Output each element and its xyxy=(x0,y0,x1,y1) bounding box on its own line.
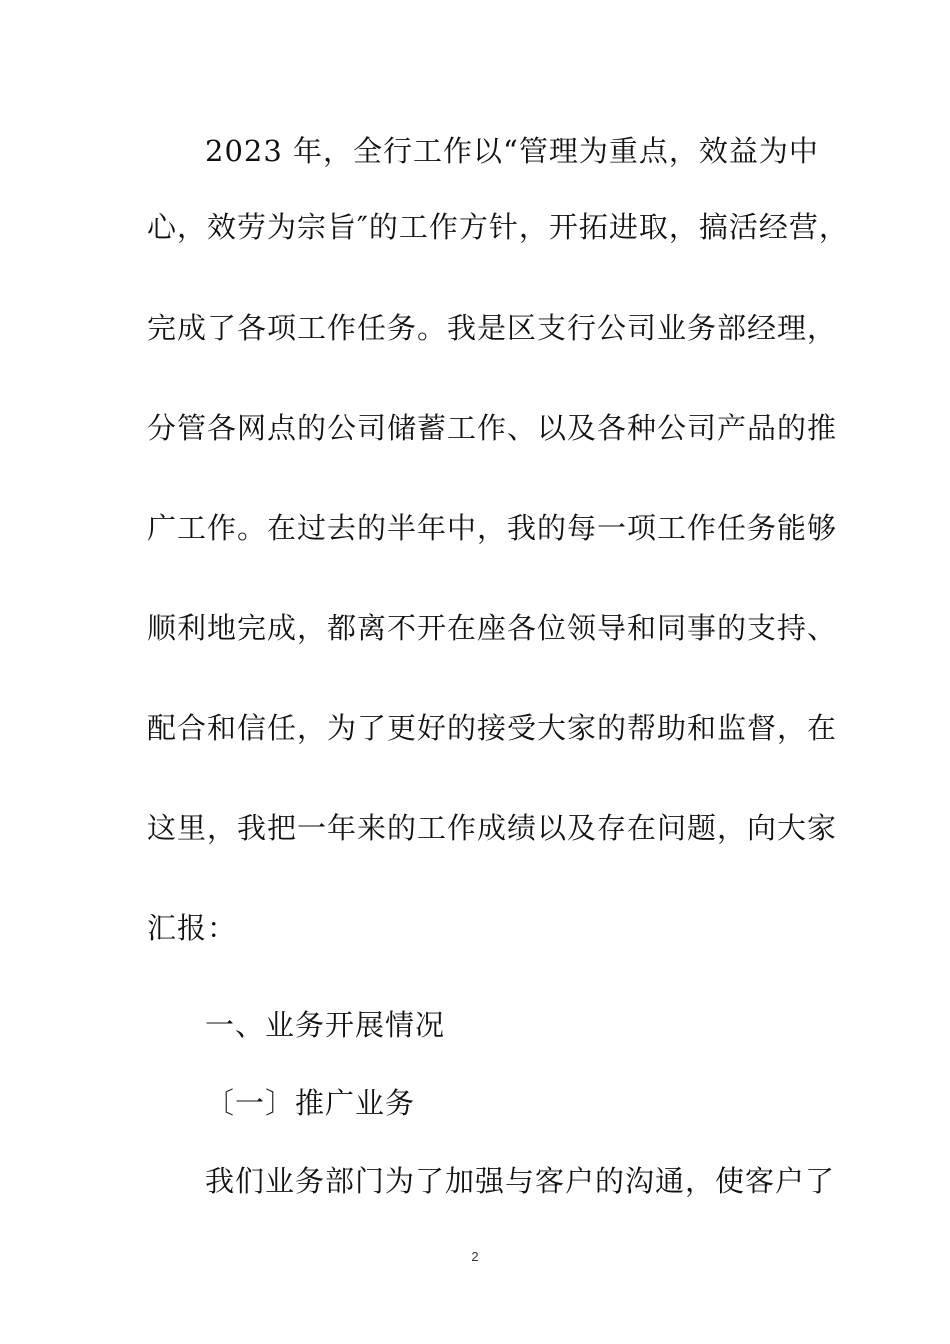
paragraph-line-2: 心，效劳为宗旨″的工作方针，开拓进取，搞活经营， xyxy=(147,210,849,244)
paragraph-line-3: 完成了各项工作任务。我是区支行公司业务部经理， xyxy=(147,311,838,345)
paragraph-line-8: 这里，我把一年来的工作成绩以及存在问题，向大家 xyxy=(147,811,838,845)
subsection-heading: 〔一〕推广业务 xyxy=(205,1086,416,1120)
section-heading: 一、业务开展情况 xyxy=(205,1008,446,1042)
paragraph-line-4: 分管各网点的公司储蓄工作、以及各种公司产品的推 xyxy=(147,411,838,445)
paragraph-line-12: 我们业务部门为了加强与客户的沟通，使客户了 xyxy=(205,1164,836,1198)
paragraph-line-1: 2023 年，全行工作以“管理为重点，效益为中 xyxy=(205,134,819,168)
page-number: 2 xyxy=(471,1249,479,1264)
paragraph-line-5: 广工作。在过去的半年中，我的每一项工作任务能够 xyxy=(147,511,838,545)
paragraph-line-7: 配合和信任，为了更好的接受大家的帮助和监督，在 xyxy=(147,711,838,745)
paragraph-line-9: 汇报： xyxy=(147,911,238,945)
paragraph-line-6: 顺利地完成，都离不开在座各位领导和同事的支持、 xyxy=(147,611,838,645)
